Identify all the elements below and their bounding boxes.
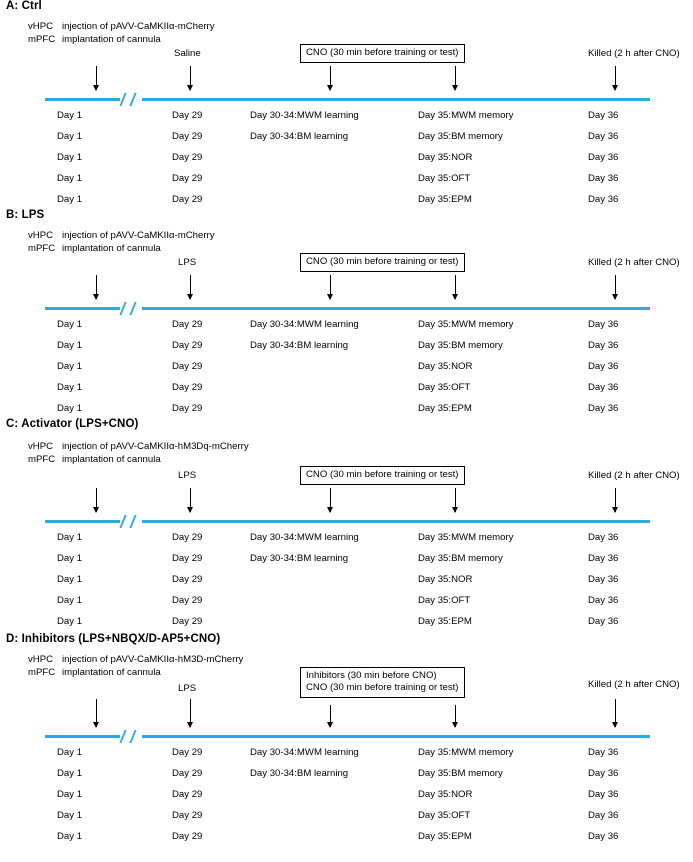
marker-label-lps-d: LPS	[178, 683, 197, 694]
header-lines-c	[28, 440, 249, 466]
cell-day35: Day 35:BM memory	[418, 768, 503, 779]
cell-day1: Day 1	[57, 319, 83, 330]
cell-day36: Day 36	[588, 595, 619, 606]
header-line-c-2: mPFC implantation of cannula	[28, 454, 161, 465]
table-row	[0, 591, 693, 612]
killed-label-a: Killed (2 h after CNO)	[588, 48, 680, 59]
table-row	[0, 357, 693, 378]
arrow-killed-c	[615, 488, 616, 512]
cell-day30-34: Day 30-34:MWM learning	[250, 532, 359, 543]
cell-day29: Day 29	[172, 361, 203, 372]
timeline-right-c	[142, 520, 650, 523]
cell-day1: Day 1	[57, 131, 83, 142]
inhibitors-box-line1: Inhibitors (30 min before CNO)	[306, 670, 437, 681]
table-row	[0, 764, 693, 785]
cell-day1: Day 1	[57, 595, 83, 606]
header-line-d-2: mPFC implantation of cannula	[28, 667, 161, 678]
cell-day35: Day 35:MWM memory	[418, 532, 514, 543]
panel-body-a	[0, 14, 693, 204]
cell-day29: Day 29	[172, 340, 203, 351]
panel-ctrl	[0, 0, 693, 209]
panel-activator	[0, 418, 693, 633]
cell-day35: Day 35:MWM memory	[418, 110, 514, 121]
table-row	[0, 169, 693, 190]
rows-a	[0, 106, 693, 211]
table-row	[0, 127, 693, 148]
table-row	[0, 549, 693, 570]
arrow-killed-d	[615, 699, 616, 727]
cell-day35: Day 35:OFT	[418, 595, 471, 606]
timeline-break-slash-a2	[129, 93, 136, 106]
table-row	[0, 570, 693, 591]
header-line-a-2: mPFC implantation of cannula	[28, 34, 161, 45]
timeline-right-a	[142, 98, 650, 101]
timeline-break-slash-a1	[119, 93, 126, 106]
cell-day35: Day 35:BM memory	[418, 553, 503, 564]
table-row	[0, 827, 693, 848]
cell-day35: Day 35:NOR	[418, 152, 473, 163]
cell-day29: Day 29	[172, 616, 203, 627]
cell-day1: Day 1	[57, 747, 83, 758]
cell-day29: Day 29	[172, 173, 203, 184]
cell-day35: Day 35:EPM	[418, 831, 472, 842]
timeline-left-a	[45, 98, 120, 101]
panel-body-d	[0, 647, 693, 847]
table-row	[0, 378, 693, 399]
cell-day36: Day 36	[588, 382, 619, 393]
cell-day1: Day 1	[57, 810, 83, 821]
table-row	[0, 528, 693, 549]
arrow-day29-d	[190, 699, 191, 727]
panel-lps	[0, 209, 693, 418]
arrow-day1-a	[96, 66, 97, 90]
cno-box-c: CNO (30 min before training or test)	[300, 466, 465, 485]
arrow-day1-d	[96, 699, 97, 727]
cell-day29: Day 29	[172, 574, 203, 585]
cell-day30-34: Day 30-34:BM learning	[250, 768, 349, 779]
rows-b	[0, 315, 693, 420]
header-lines-a	[28, 20, 215, 46]
cell-day1: Day 1	[57, 340, 83, 351]
panel-inhibitors	[0, 633, 693, 853]
table-row	[0, 612, 693, 633]
timeline-left-c	[45, 520, 120, 523]
cell-day1: Day 1	[57, 616, 83, 627]
panel-title-d: D: Inhibitors (LPS+NBQX/D-AP5+CNO)	[6, 633, 221, 645]
cell-day35: Day 35:MWM memory	[418, 747, 514, 758]
table-row	[0, 806, 693, 827]
cell-day35: Day 35:NOR	[418, 361, 473, 372]
cell-day30-34: Day 30-34:MWM learning	[250, 319, 359, 330]
timeline-break-slash-b1	[119, 302, 126, 315]
cell-day1: Day 1	[57, 152, 83, 163]
header-line-b-1: vHPC injection of pAVV-CaMKIIα-mCherry	[28, 230, 215, 241]
header-lines-d	[28, 653, 243, 679]
cell-day36: Day 36	[588, 616, 619, 627]
table-row	[0, 106, 693, 127]
arrow-test-d	[455, 705, 456, 727]
header-line-a-1: vHPC injection of pAVV-CaMKIIα-mCherry	[28, 21, 215, 32]
table-row	[0, 785, 693, 806]
header-lines-b	[28, 229, 215, 255]
cell-day36: Day 36	[588, 403, 619, 414]
cell-day29: Day 29	[172, 831, 203, 842]
arrow-day29-b	[190, 275, 191, 299]
cell-day29: Day 29	[172, 532, 203, 543]
cell-day36: Day 36	[588, 110, 619, 121]
timeline-break-slash-d1	[119, 730, 126, 743]
header-line-c-1: vHPC injection of pAVV-CaMKIIα-hM3Dq-mCherry	[28, 441, 249, 452]
arrow-killed-b	[615, 275, 616, 299]
cell-day36: Day 36	[588, 747, 619, 758]
cell-day1: Day 1	[57, 789, 83, 800]
cell-day29: Day 29	[172, 595, 203, 606]
killed-label-d: Killed (2 h after CNO)	[588, 679, 680, 690]
cell-day36: Day 36	[588, 553, 619, 564]
cell-day29: Day 29	[172, 810, 203, 821]
cell-day36: Day 36	[588, 810, 619, 821]
rows-c	[0, 528, 693, 633]
timeline-left-b	[45, 307, 120, 310]
cell-day1: Day 1	[57, 382, 83, 393]
cell-day36: Day 36	[588, 574, 619, 585]
cell-day1: Day 1	[57, 403, 83, 414]
cell-day29: Day 29	[172, 789, 203, 800]
cell-day36: Day 36	[588, 831, 619, 842]
table-row	[0, 190, 693, 211]
cell-day35: Day 35:EPM	[418, 616, 472, 627]
cell-day29: Day 29	[172, 319, 203, 330]
cell-day1: Day 1	[57, 831, 83, 842]
killed-label-b: Killed (2 h after CNO)	[588, 257, 680, 268]
table-row	[0, 148, 693, 169]
header-line-d-1: vHPC injection of pAVV-CaMKIIα-hM3D-mCherry	[28, 654, 244, 665]
cell-day1: Day 1	[57, 194, 83, 205]
panel-body-b	[0, 223, 693, 413]
arrow-cno-b	[330, 275, 331, 299]
timeline-break-slash-c2	[129, 515, 136, 528]
arrow-test-c	[455, 488, 456, 512]
cell-day36: Day 36	[588, 152, 619, 163]
arrow-day1-b	[96, 275, 97, 299]
cell-day1: Day 1	[57, 553, 83, 564]
cell-day36: Day 36	[588, 131, 619, 142]
cell-day35: Day 35:BM memory	[418, 340, 503, 351]
arrow-test-b	[455, 275, 456, 299]
cell-day29: Day 29	[172, 131, 203, 142]
arrow-cno-d	[330, 705, 331, 727]
cell-day35: Day 35:NOR	[418, 574, 473, 585]
cell-day30-34: Day 30-34:BM learning	[250, 553, 349, 564]
panel-body-c	[0, 432, 693, 628]
cell-day36: Day 36	[588, 340, 619, 351]
timeline-break-slash-d2	[129, 730, 136, 743]
cell-day36: Day 36	[588, 194, 619, 205]
cell-day36: Day 36	[588, 789, 619, 800]
cell-day35: Day 35:OFT	[418, 382, 471, 393]
inhibitors-box-line2: CNO (30 min before training or test)	[306, 682, 459, 693]
cell-day35: Day 35:EPM	[418, 194, 472, 205]
cell-day35: Day 35:EPM	[418, 403, 472, 414]
arrow-cno-c	[330, 488, 331, 512]
timeline-right-d	[142, 735, 650, 738]
cell-day1: Day 1	[57, 768, 83, 779]
timeline-break-slash-c1	[119, 515, 126, 528]
cell-day36: Day 36	[588, 319, 619, 330]
cell-day35: Day 35:NOR	[418, 789, 473, 800]
cell-day1: Day 1	[57, 361, 83, 372]
inhibitors-cno-box-d	[300, 667, 465, 698]
panel-title-a: A: Ctrl	[6, 0, 42, 12]
cell-day29: Day 29	[172, 768, 203, 779]
cell-day30-34: Day 30-34:BM learning	[250, 340, 349, 351]
marker-label-lps-c: LPS	[178, 470, 197, 481]
cell-day36: Day 36	[588, 361, 619, 372]
cell-day30-34: Day 30-34:MWM learning	[250, 110, 359, 121]
cell-day30-34: Day 30-34:MWM learning	[250, 747, 359, 758]
timeline-right-b	[142, 307, 650, 310]
marker-label-saline-a: Saline	[174, 48, 201, 59]
arrow-cno-a	[330, 66, 331, 90]
cell-day35: Day 35:BM memory	[418, 131, 503, 142]
cno-box-a: CNO (30 min before training or test)	[300, 44, 465, 63]
killed-label-c: Killed (2 h after CNO)	[588, 470, 680, 481]
arrow-test-a	[455, 66, 456, 90]
cell-day29: Day 29	[172, 382, 203, 393]
cell-day35: Day 35:OFT	[418, 810, 471, 821]
table-row	[0, 399, 693, 420]
arrow-day1-c	[96, 488, 97, 512]
cell-day35: Day 35:OFT	[418, 173, 471, 184]
cell-day29: Day 29	[172, 194, 203, 205]
timeline-left-d	[45, 735, 120, 738]
arrow-day29-a	[190, 66, 191, 90]
arrow-day29-c	[190, 488, 191, 512]
header-line-b-2: mPFC implantation of cannula	[28, 243, 161, 254]
cell-day36: Day 36	[588, 173, 619, 184]
cell-day36: Day 36	[588, 532, 619, 543]
rows-d	[0, 743, 693, 848]
cell-day1: Day 1	[57, 173, 83, 184]
cell-day36: Day 36	[588, 768, 619, 779]
cell-day30-34: Day 30-34:BM learning	[250, 131, 349, 142]
cell-day35: Day 35:MWM memory	[418, 319, 514, 330]
cell-day1: Day 1	[57, 574, 83, 585]
cell-day29: Day 29	[172, 747, 203, 758]
cell-day29: Day 29	[172, 152, 203, 163]
table-row	[0, 315, 693, 336]
panel-title-b: B: LPS	[6, 209, 45, 221]
marker-label-lps-b: LPS	[178, 257, 197, 268]
cno-box-b: CNO (30 min before training or test)	[300, 253, 465, 272]
cell-day1: Day 1	[57, 110, 83, 121]
cell-day1: Day 1	[57, 532, 83, 543]
panel-title-c: C: Activator (LPS+CNO)	[6, 418, 139, 430]
table-row	[0, 336, 693, 357]
cell-day29: Day 29	[172, 553, 203, 564]
timeline-break-slash-b2	[129, 302, 136, 315]
table-row	[0, 743, 693, 764]
cell-day29: Day 29	[172, 110, 203, 121]
cell-day29: Day 29	[172, 403, 203, 414]
arrow-killed-a	[615, 66, 616, 90]
